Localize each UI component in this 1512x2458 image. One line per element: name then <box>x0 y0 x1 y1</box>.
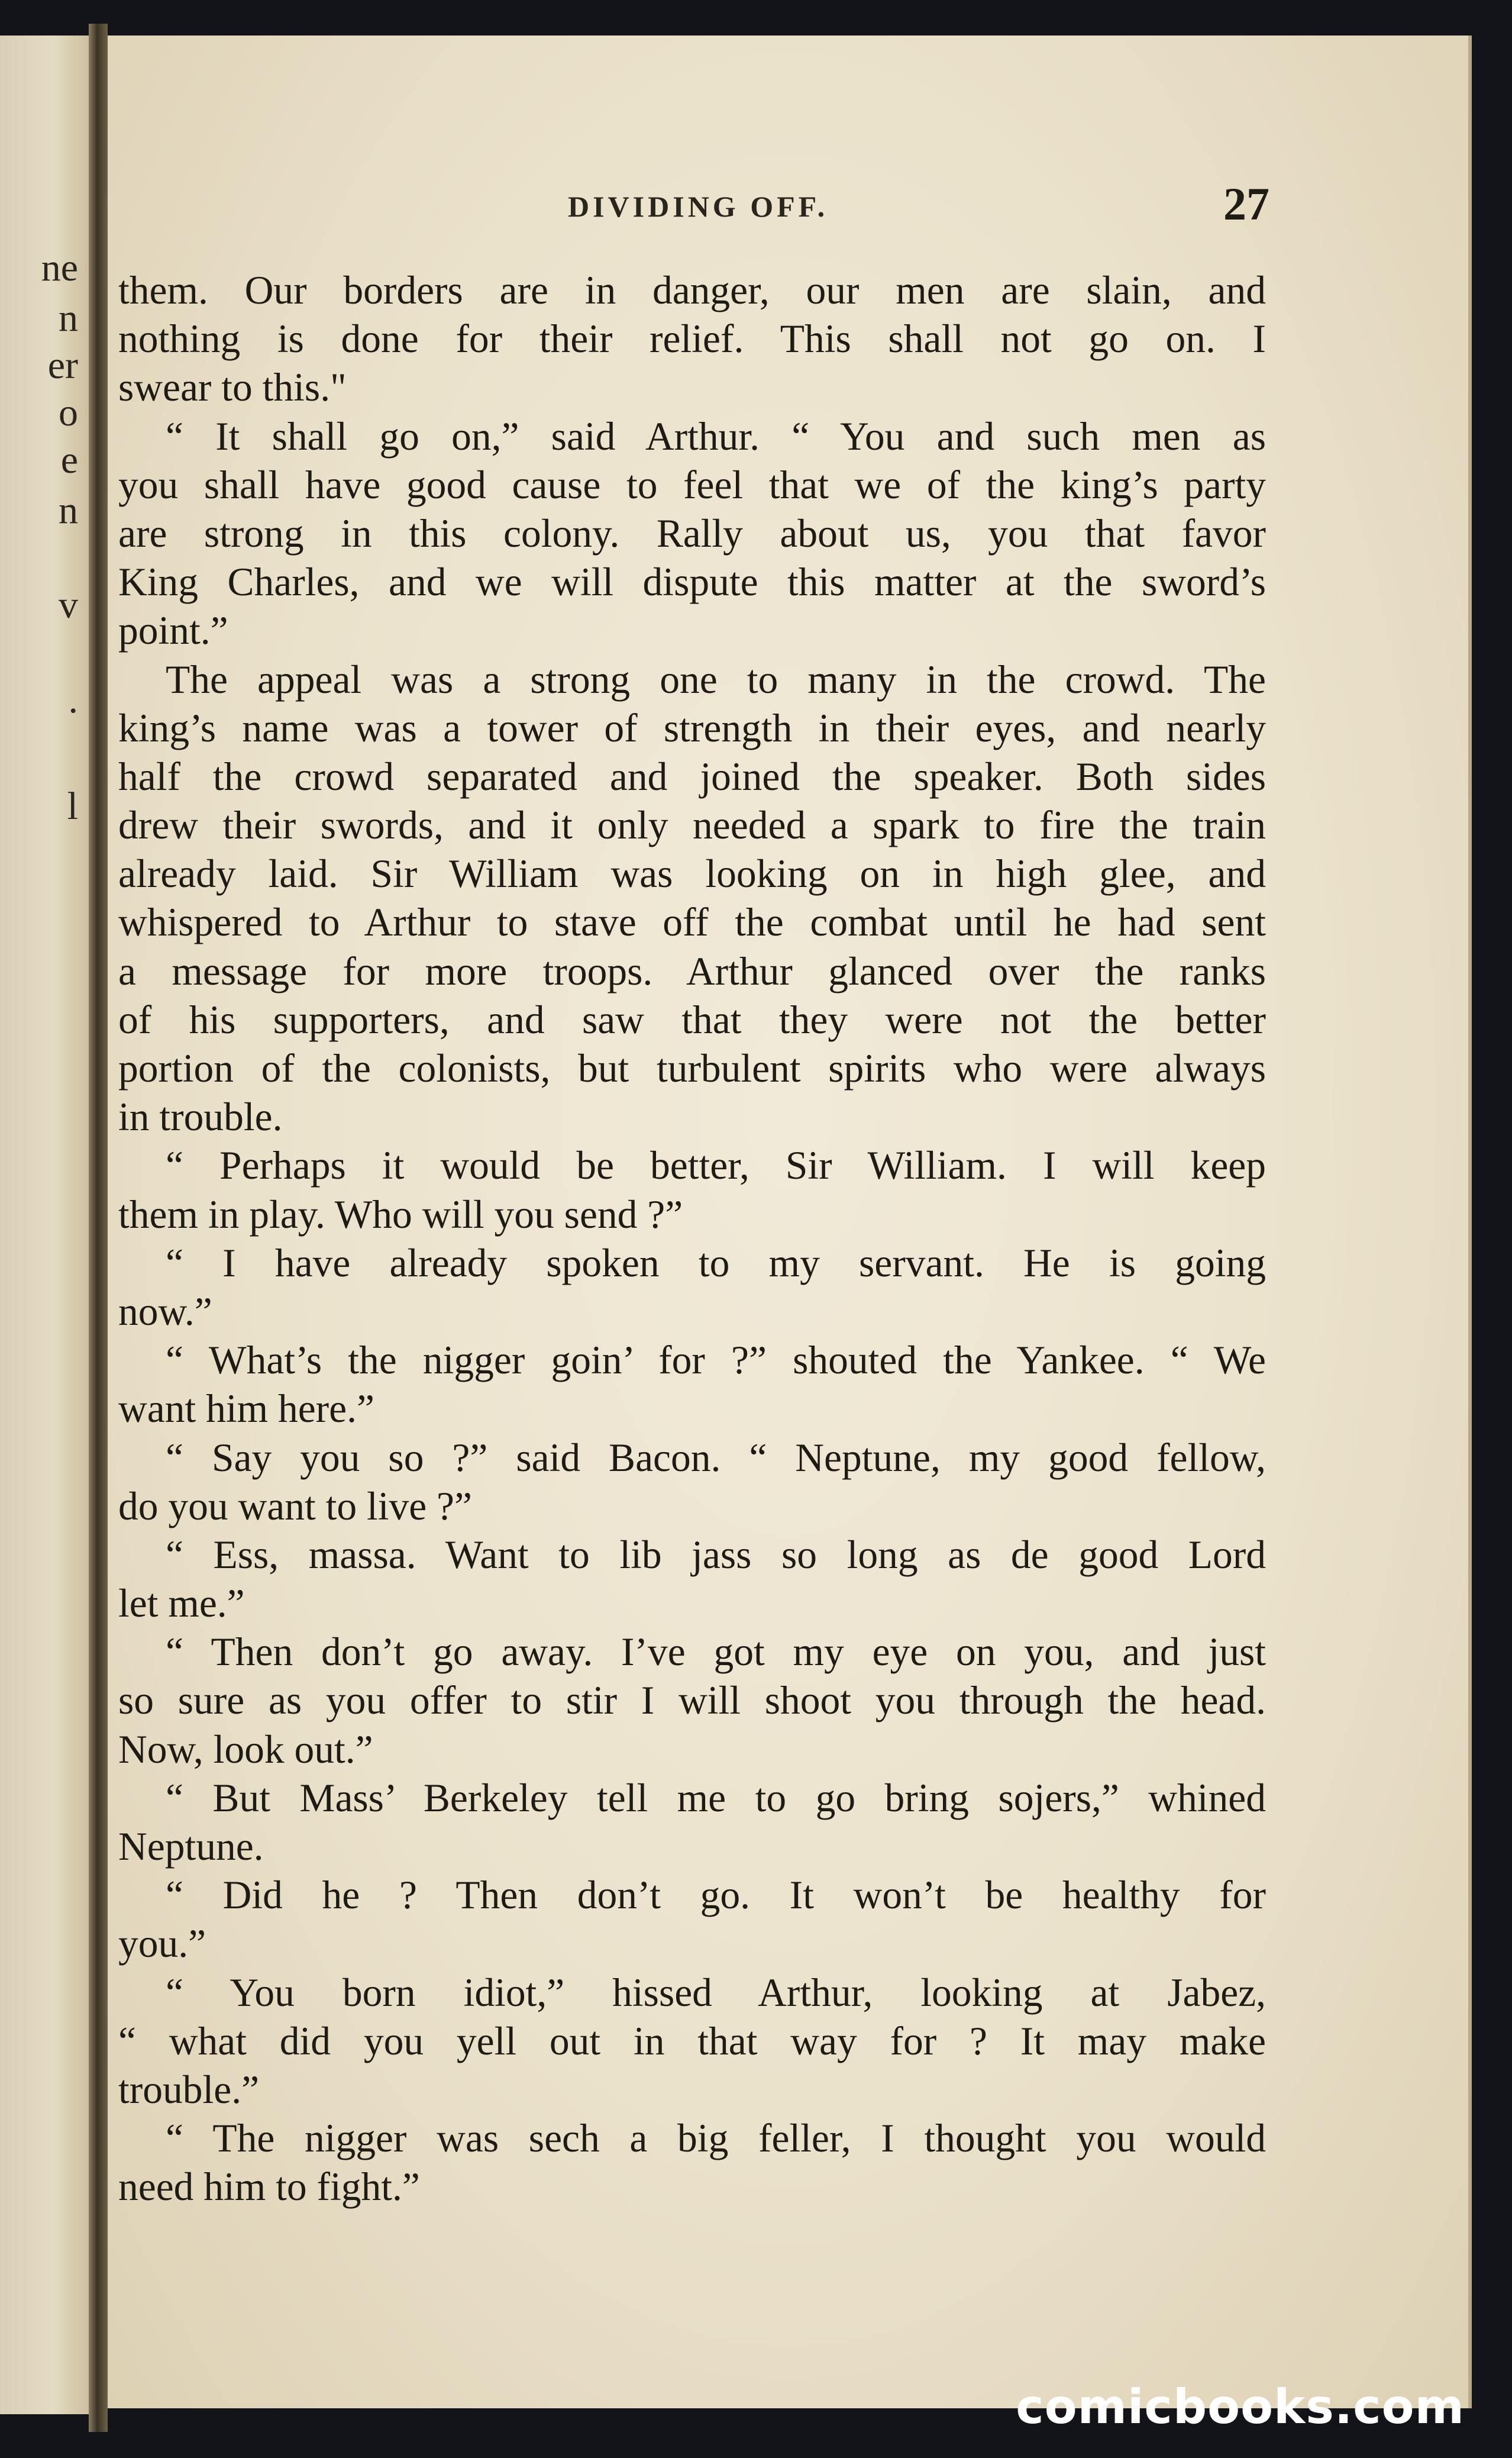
site-watermark: comicbooks.com <box>1016 2379 1465 2434</box>
text-line: you.” <box>118 1921 206 1966</box>
text-line: nothing is done for their relief. This shall not go on. I <box>118 317 1266 362</box>
text-line: are strong in this colony. Rally about us, you that favor <box>118 511 1266 556</box>
page-body-text <box>118 266 1266 2212</box>
text-line: “ Then don’t go away. I’ve got my eye on you, and just <box>166 1630 1266 1675</box>
text-line: in trouble. <box>118 1095 283 1140</box>
text-line: Now, look out.” <box>118 1727 373 1772</box>
book-gutter <box>89 24 108 2432</box>
left-page-fragment: o <box>59 391 78 434</box>
left-page-fragment: n <box>59 296 78 340</box>
text-line: of his supporters, and saw that they were not the better <box>118 997 1266 1042</box>
text-line: trouble.” <box>118 2067 260 2112</box>
text-line: let me.” <box>118 1581 245 1626</box>
text-line: you shall have good cause to feel that we of the king’s party <box>118 462 1266 507</box>
left-page-fragment: e <box>60 438 78 482</box>
left-page-edge <box>0 36 89 2414</box>
left-page-fragment: n <box>59 489 78 532</box>
running-head: DIVIDING OFF. <box>568 190 829 223</box>
left-page-fragment: er <box>47 344 78 387</box>
text-line: want him here.” <box>118 1386 374 1431</box>
text-line: portion of the colonists, but turbulent spirits who were always <box>118 1046 1266 1091</box>
text-line: “ I have already spoken to my servant. He is going <box>166 1240 1266 1285</box>
text-line: king’s name was a tower of strength in their eyes, and nearly <box>118 705 1266 750</box>
text-line: them in play. Who will you send ?” <box>118 1192 683 1237</box>
text-line: “ You born idiot,” hissed Arthur, looking at Jabez, <box>166 1970 1266 2015</box>
text-line: “ What’s the nigger goin’ for ?” shouted the Yankee. “ We <box>166 1338 1266 1383</box>
text-line: “ Perhaps it would be better, Sir William. I will keep <box>166 1143 1266 1188</box>
text-line: swear to this." <box>118 365 347 410</box>
text-line: The appeal was a strong one to many in the crowd. The <box>166 657 1266 702</box>
text-line: “ Ess, massa. Want to lib jass so long as de good Lord <box>166 1532 1266 1577</box>
text-line: “ The nigger was sech a big feller, I thought you would <box>166 2116 1266 2161</box>
text-line: a message for more troops. Arthur glanced over the ranks <box>118 949 1266 993</box>
text-line: “ It shall go on,” said Arthur. “ You and such men as <box>166 414 1266 459</box>
text-line: now.” <box>118 1289 212 1334</box>
text-line: “ Say you so ?” said Bacon. “ Neptune, my good fellow, <box>166 1435 1266 1480</box>
text-line: them. Our borders are in danger, our men are slain, and <box>118 268 1266 312</box>
text-line: “ Did he ? Then don’t go. It won’t be healthy for <box>166 1873 1266 1918</box>
left-page-fragment: . <box>68 678 78 721</box>
text-line: already laid. Sir William was looking on in high glee, and <box>118 851 1266 896</box>
text-line: Neptune. <box>118 1824 264 1869</box>
left-page-fragment: l <box>67 785 78 828</box>
text-line: drew their swords, and it only needed a spark to fire the train <box>118 803 1266 848</box>
text-line: King Charles, and we will dispute this matter at the sword’s <box>118 560 1266 605</box>
text-line: whispered to Arthur to stave off the combat until he had sent <box>118 900 1266 945</box>
text-line: half the crowd separated and joined the speaker. Both sides <box>118 754 1266 799</box>
text-line: need him to fight.” <box>118 2165 420 2209</box>
text-line: “ But Mass’ Berkeley tell me to go bring sojers,” whined <box>166 1775 1266 1820</box>
text-line: “ what did you yell out in that way for ? It may make <box>118 2018 1266 2063</box>
left-page-fragment: v <box>59 583 78 627</box>
text-line: do you want to live ?” <box>118 1483 472 1528</box>
text-line: point.” <box>118 608 228 653</box>
left-page-fragment: ne <box>41 246 78 289</box>
page-number: 27 <box>1223 178 1269 230</box>
text-line: so sure as you offer to stir I will shoot you through the head. <box>118 1678 1266 1723</box>
